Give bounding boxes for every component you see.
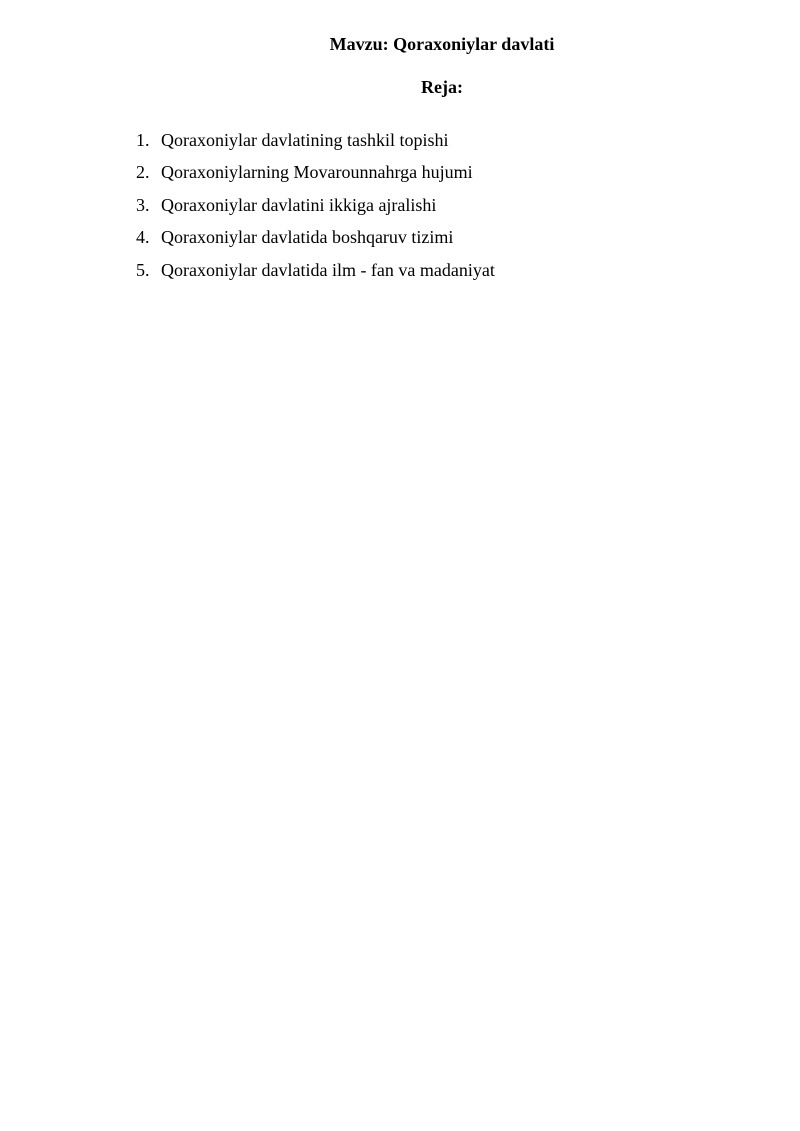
plan-item-number: 5. (136, 259, 150, 280)
plan-item (136, 161, 495, 193)
plan-item-text: Qoraxoniylarning Movarounnahrga hujumi (161, 162, 473, 183)
plan-item-text: Qoraxoniylar davlatining tashkil topishi (161, 130, 449, 150)
plan-item (136, 226, 495, 258)
plan-item-number: 2. (136, 162, 150, 183)
plan-list (136, 129, 495, 291)
plan-item (136, 194, 495, 226)
document-title: Mavzu: Qoraxoniylar davlati (329, 34, 555, 54)
plan-item (136, 259, 495, 291)
plan-item-text: Qoraxoniylar davlatini ikkiga ajralishi (161, 194, 437, 215)
plan-item-number: 3. (136, 194, 150, 215)
plan-item-number: 4. (136, 227, 150, 248)
plan-item-number: 1. (136, 130, 150, 150)
plan-heading: Reja: (421, 77, 463, 97)
plan-item (136, 129, 495, 161)
plan-item-text: Qoraxoniylar davlatida boshqaruv tizimi (161, 227, 454, 248)
plan-item-text: Qoraxoniylar davlatida ilm - fan va madaniyat (161, 259, 495, 280)
